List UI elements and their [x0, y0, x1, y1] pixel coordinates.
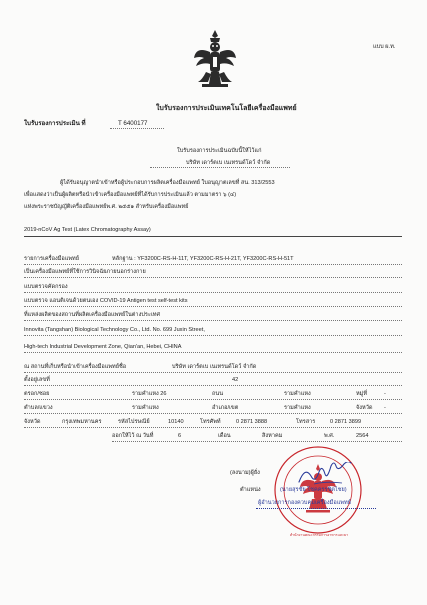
road-value: รามคำแหง	[284, 391, 311, 397]
province-value: กรุงเทพมหานคร	[62, 419, 102, 425]
issued-month: สิงหาคม	[262, 433, 283, 439]
postcode-label: รหัสไปรษณีย์	[118, 419, 150, 425]
form-number: แบบ ผ.ท.	[373, 44, 396, 50]
address-no: 42	[232, 377, 239, 383]
subdistrict-value: รามคำแหง	[132, 405, 159, 411]
garuda-emblem-icon	[192, 28, 238, 92]
fax-label: โทรสาร	[296, 419, 316, 425]
issued-year-label: พ.ศ.	[324, 433, 335, 439]
postcode-value: 10140	[168, 419, 184, 425]
models-label: รายการเครื่องมือแพทย์	[24, 256, 80, 262]
intro-line-4: เพื่อแสดงว่าเป็นผู้ผลิตหรือนำเข้าเครื่องมือแพทย์ที่ได้รับการประเมินแล้ว ตามมาตรา ๖ (๔)	[24, 192, 237, 198]
fax-value: 0 2871 3899	[330, 419, 362, 425]
signatory-position: ผู้อำนวยการกองควบคุมเครื่องมือแพทย์	[258, 500, 351, 506]
district-label: อำเภอ/เขต	[212, 405, 239, 411]
kit-value: แบบตรวจ แอนติเจนด้วยตนเอง COVID-19 Antigen test self-test kits	[24, 298, 188, 304]
moo-label: หมู่ที่	[356, 391, 368, 397]
handwritten-signature	[296, 462, 354, 488]
kit-label: แบบตรวจคัดกรอง	[24, 284, 68, 290]
cert-number: T 6400177	[118, 120, 148, 127]
intro-line-3: ผู้ได้รับอนุญาตนำเข้าหรือผู้ประกอบการผลิตเครื่องมือแพทย์ ใบอนุญาตเลขที่ สน. 313/2553	[60, 180, 275, 186]
site-name: บริษัท เดาร์ตเบ เนเทรนด์โดว์ จำกัด	[172, 364, 257, 370]
moo-value: -	[384, 391, 386, 397]
company-name: บริษัท เดาร์ตเบ เนเทรนด์โดว์ จำกัด	[186, 160, 271, 166]
issued-year: 2564	[356, 433, 369, 439]
maker-line-1: Innovita (Tangshan) Biological Technology Co., Ltd. No. 699 Juxin Street,	[24, 327, 205, 333]
phone-value: 0 2871 3888	[236, 419, 268, 425]
soi-label: ตรอก/ซอย	[24, 391, 50, 397]
road-label: ถนน	[212, 391, 224, 397]
intro-line-1: ใบรับรองการประเมินฉบับนี้ให้ไว้แก่	[177, 148, 262, 154]
signature-label: (ลงนาม)ผู้ยั่ง	[230, 470, 260, 476]
document-title: ใบรับรองการประเมินเทคโนโลยีเครื่องมือแพทย์	[156, 105, 297, 112]
issued-month-label: เดือน	[218, 433, 231, 439]
maker-label: ที่แหล่งผลิตของสถานที่ผลิตเครื่องมือแพทย์ในต่างประเทศ	[24, 312, 161, 318]
subdistrict-label: ตำบล/แขวง	[24, 405, 53, 411]
device-purpose: เป็นเครื่องมือแพทย์ที่ใช้การวินิจฉัยภายนอกร่างกาย	[24, 269, 146, 275]
models-value: หลักฐาน : YF3200C-RS-H-11T, YF3200C-RS-H-21T, YF3200C-RS-H-51T	[112, 256, 294, 262]
district-value: รามคำแหง	[284, 405, 311, 411]
soi-value: รามคำแหง 26	[132, 391, 167, 397]
site-label: ณ สถานที่เก็บหรือนำเข้าเครื่องมือแพทย์ชื่อ	[24, 364, 127, 370]
device-name: 2019-nCoV Ag Test (Latex Chromatography Assay)	[24, 227, 151, 233]
cert-number-label: ใบรับรองการประเมิน ที่	[24, 120, 86, 127]
province-label: จังหวัด	[24, 419, 41, 425]
maker-line-2: High-tech Industrial Development Zone, Qian'an, Hebei, CHINA	[24, 344, 182, 350]
province2-value: -	[384, 405, 386, 411]
signatory-name: (นายสุรชัย โชคครรชิตไชย)	[280, 487, 347, 493]
province2-label: จังหวัด	[356, 405, 373, 411]
intro-line-5: แห่งพระราชบัญญัติเครื่องมือแพทย์พ.ศ. ๒๕๕๑ สำหรับเครื่องมือแพทย์	[24, 204, 189, 210]
seal-text: สำนักงานคณะกรรมการอาหารและยา	[289, 533, 349, 537]
issued-date-label: ออกให้ไว้ ณ วันที่	[112, 433, 154, 439]
position-label: ตำแหน่ง	[240, 487, 261, 493]
issued-day: 6	[178, 433, 182, 439]
address-no-label: ตั้งอยู่เลขที่	[24, 377, 50, 383]
phone-label: โทรศัพท์	[200, 419, 221, 425]
